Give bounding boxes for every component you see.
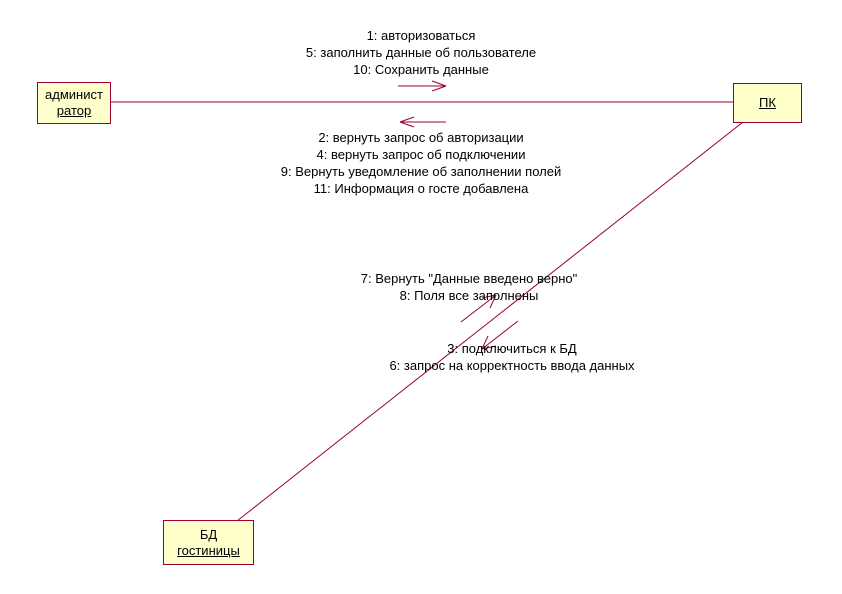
message: 1: авторизоваться: [366, 28, 476, 43]
object-administrator[interactable]: [37, 82, 111, 124]
messages-db-to-pc: [330, 270, 608, 304]
object-db-line2: гостиницы: [177, 542, 240, 558]
arrow-to-pc: [398, 81, 446, 91]
message: 2: вернуть запрос об авторизации: [318, 130, 524, 145]
message: 5: заполнить данные об пользователе: [305, 45, 537, 60]
message: 6: запрос на корректность ввода данных: [389, 358, 635, 373]
message: 3: подключиться к БД: [447, 341, 577, 356]
messages-to-pc: [270, 27, 572, 78]
object-db-line1: БД: [199, 526, 218, 542]
message: 8: Поля все заполнены: [399, 288, 539, 303]
object-administrator-line2: ратор: [56, 103, 92, 118]
object-pc[interactable]: [733, 83, 802, 123]
message: 10: Сохранить данные: [353, 62, 489, 77]
message: 9: Вернуть уведомление об заполнении полей: [280, 164, 562, 179]
messages-pc-to-db: [360, 340, 664, 374]
message: 11: Информация о госте добавлена: [313, 181, 529, 196]
object-administrator-line1: админист: [45, 87, 103, 102]
arrow-to-admin: [400, 117, 446, 127]
message: 7: Вернуть "Данные введено верно": [360, 271, 578, 286]
message: 4: вернуть запрос об подключении: [316, 147, 526, 162]
messages-to-admin: [240, 129, 602, 197]
object-db[interactable]: [163, 520, 254, 565]
object-pc-label: ПК: [759, 95, 776, 110]
